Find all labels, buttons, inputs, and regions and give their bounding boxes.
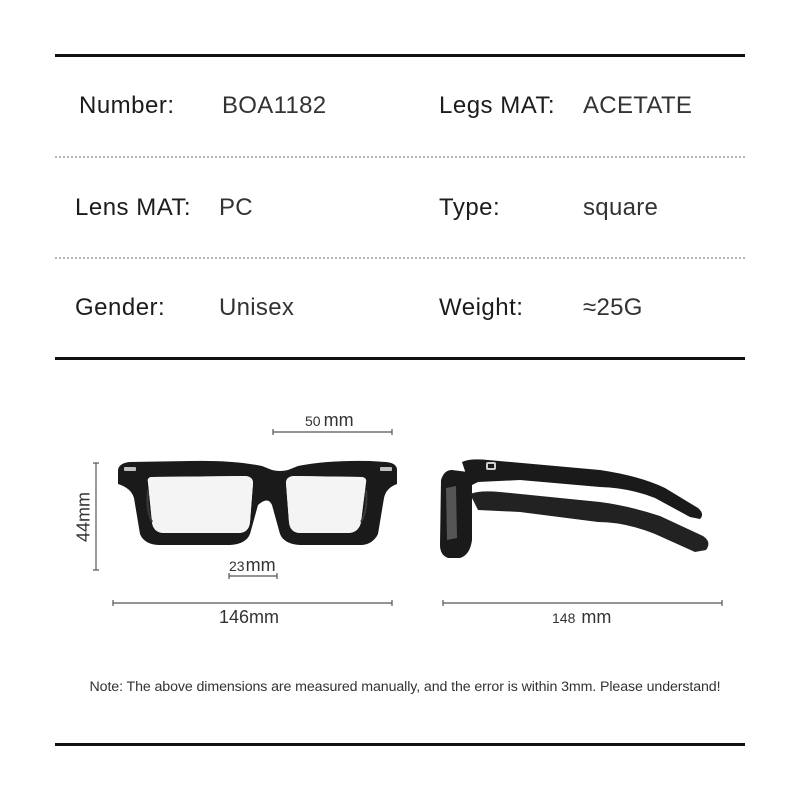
frame-width-unit: mm [249,607,280,627]
frame-width-label [219,608,279,627]
glasses-side-view [440,459,708,558]
temple-length-label [552,608,611,627]
number-value: BOA1182 [222,92,327,119]
type-label: Type: [439,194,501,221]
gender-value: Unisex [219,294,295,321]
lens-width-label [305,411,354,430]
type-value: square [583,194,659,221]
bridge-width-value: 23 [229,558,245,574]
frame-width-value: 146 [219,607,250,627]
temple-length-value: 148 [552,610,576,626]
lens-height-value: 44 [73,521,94,543]
bridge-width-label [229,556,276,575]
lens-mat-value: PC [219,194,253,221]
lens-height-unit: mm [73,491,94,522]
temple-length-unit: mm [581,607,612,627]
bottom-rule [55,743,745,746]
lens-mat-label: Lens MAT: [75,194,192,221]
legs-mat-value: ACETATE [583,92,693,119]
gender-label: Gender: [75,294,166,321]
bridge-width-unit: mm [245,555,276,575]
weight-label: Weight: [439,294,524,321]
measurement-note: Note: The above dimensions are measured manually, and the error is within 3mm. Please understand! [89,679,721,695]
legs-mat-label: Legs MAT: [439,92,556,119]
glasses-front-view [118,461,397,545]
lens-width-value: 50 [305,413,321,429]
weight-value: ≈25G [583,294,643,321]
number-label: Number: [79,92,175,119]
lens-height-label [75,492,94,542]
lens-width-unit: mm [323,410,354,430]
